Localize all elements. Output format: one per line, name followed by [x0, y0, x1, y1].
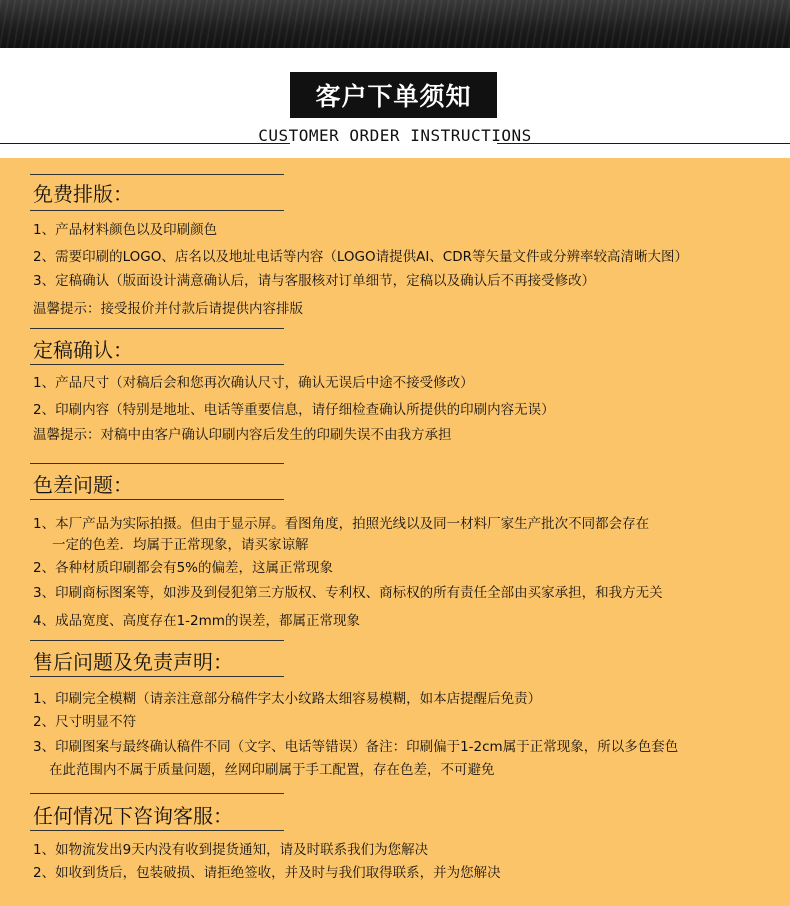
section-title: 任何情况下咨询客服：: [33, 804, 233, 828]
section-title: 售后问题及免责声明：: [33, 650, 233, 674]
list-item: 3、印刷商标图案等，如涉及到侵犯第三方版权、专利权、商标权的所有责任全部由买家承担，和我方无关: [33, 585, 663, 601]
section-top-rule: [30, 793, 284, 794]
list-item: 1、本厂产品为实际拍摄。但由于显示屏。看图角度，拍照光线以及同一材料厂家生产批次不同都会存在: [33, 516, 650, 532]
instructions-panel: [0, 158, 790, 906]
list-item: 3、印刷图案与最终确认稿件不同（文字、电话等错误）备注：印刷偏于1-2cm属于正常现象，所以多色套色: [33, 739, 679, 755]
list-item: 1、产品材料颜色以及印刷颜色: [33, 222, 218, 238]
section-bottom-rule: [30, 499, 284, 500]
list-item: 1、产品尺寸（对稿后会和您再次确认尺寸，确认无误后中途不接受修改）: [33, 375, 474, 391]
list-item: 2、如收到货后，包装破损、请拒绝签收，并及时与我们取得联系，并为您解决: [33, 865, 501, 881]
list-item: 1、如物流发出9天内没有收到提货通知，请及时联系我们为您解决: [33, 842, 429, 858]
section-title: 定稿确认：: [33, 338, 133, 362]
section-title: 免费排版：: [33, 182, 133, 206]
tip-text: 温馨提示：对稿中由客户确认印刷内容后发生的印刷失误不由我方承担: [33, 427, 452, 443]
page-subtitle: CUSTOMER ORDER INSTRUCTIONS: [258, 126, 532, 145]
list-item: 3、定稿确认（版面设计满意确认后，请与客服核对订单细节，定稿以及确认后不再接受修改）: [33, 273, 596, 289]
section-top-rule: [30, 463, 284, 464]
section-title: 色差问题：: [33, 473, 133, 497]
section-bottom-rule: [30, 364, 284, 365]
list-item: 1、印刷完全模糊（请亲注意部分稿件字太小纹路太细容易模糊，如本店提醒后免责）: [33, 691, 542, 707]
list-item-continuation: 在此范围内不属于质量问题，丝网印刷属于手工配置，存在色差，不可避免: [49, 762, 495, 778]
top-texture-band: [0, 0, 790, 48]
tip-text: 温馨提示：接受报价并付款后请提供内容排版: [33, 301, 303, 317]
section-top-rule: [30, 328, 284, 329]
section-bottom-rule: [30, 210, 284, 211]
section-top-rule: [30, 174, 284, 175]
section-bottom-rule: [30, 676, 284, 677]
section-bottom-rule: [30, 830, 284, 831]
list-item: 2、尺寸明显不符: [33, 714, 137, 730]
list-item: 2、印刷内容（特别是地址、电话等重要信息，请仔细检查确认所提供的印刷内容无误）: [33, 402, 555, 418]
section-top-rule: [30, 640, 284, 641]
list-item: 4、成品宽度、高度存在1-2mm的误差，都属正常现象: [33, 613, 360, 629]
list-item-continuation: 一定的色差．均属于正常现象，请买家谅解: [52, 537, 309, 553]
page-title: 客户下单须知: [290, 72, 497, 118]
list-item: 2、需要印刷的LOGO、店名以及地址电话等内容（LOGO请提供AI、CDR等矢量文件或分辨率较高清晰大图）: [33, 249, 689, 265]
list-item: 2、各种材质印刷都会有5%的偏差，这属正常现象: [33, 560, 334, 576]
